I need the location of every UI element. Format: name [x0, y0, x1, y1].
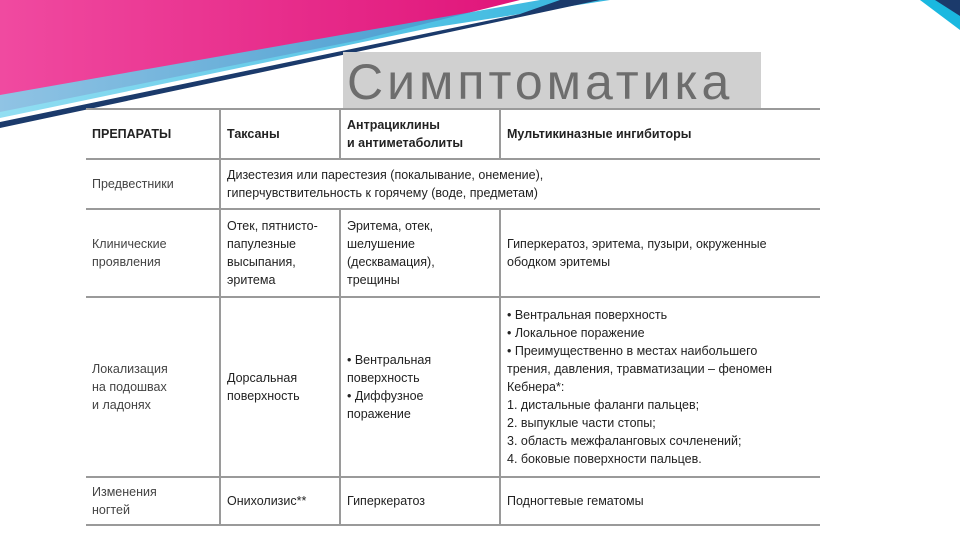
cell-text-line: Гиперкератоз	[347, 494, 426, 508]
cell-text-line: 2. выпуклые части стопы;	[507, 416, 656, 430]
cell-text-line: Дорсальная	[227, 371, 298, 385]
cell-text-line: гиперчувствительность к горячему (воде, предметам)	[227, 186, 538, 200]
row-label	[86, 159, 220, 209]
table-cell	[340, 209, 500, 297]
cell-text-line: трещины	[347, 273, 400, 287]
table-cell	[500, 209, 820, 297]
cell-text-line: шелушение	[347, 237, 415, 251]
cell-text-line: Предвестники	[92, 177, 174, 191]
table-cell	[340, 477, 500, 525]
cell-text-line: Клинические	[92, 237, 167, 251]
symptom-table	[86, 108, 820, 526]
header-multikinase: Мультикиназные ингибиторы	[500, 109, 820, 159]
table-cell	[340, 297, 500, 477]
cell-text-line: Антрациклины	[347, 118, 440, 132]
table-cell	[500, 297, 820, 477]
cell-text-line: Гиперкератоз, эритема, пузыри, окруженные	[507, 237, 767, 251]
cell-text-line: 1. дистальные фаланги пальцев;	[507, 398, 700, 412]
table-row	[86, 209, 820, 297]
cell-text-line: Локализация	[92, 362, 168, 376]
cell-text-line: поверхность	[227, 389, 300, 403]
slide-title: Симптоматика	[347, 54, 734, 110]
cell-text-line: • Преимущественно в местах наибольшего	[507, 344, 758, 358]
header-anthracyclines	[340, 109, 500, 159]
cell-text-line: Изменения	[92, 485, 157, 499]
table-row	[86, 297, 820, 477]
cell-text-line: 3. область межфаланговых сочленений;	[507, 434, 742, 448]
cell-text-line: эритема	[227, 273, 276, 287]
row-label	[86, 297, 220, 477]
table-row	[86, 477, 820, 525]
row-label	[86, 209, 220, 297]
cell-text-line: ногтей	[92, 503, 130, 517]
table-cell	[220, 159, 820, 209]
cell-text-line: • Вентральная	[347, 353, 432, 367]
header-taxanes: Таксаны	[220, 109, 340, 159]
cell-text-line: Дизестезия или парестезия (покалывание, онемение),	[227, 168, 544, 182]
cell-text-line: Онихолизис**	[227, 494, 307, 508]
table-cell	[220, 477, 340, 525]
cell-text-line: ободком эритемы	[507, 255, 611, 269]
cell-text-line: поверхность	[347, 371, 420, 385]
cell-text-line: Эритема, отек,	[347, 219, 434, 233]
cell-text-line: • Локальное поражение	[507, 326, 645, 340]
cell-text-line: Отек, пятнисто-	[227, 219, 318, 233]
cell-text-line: и ладонях	[92, 398, 151, 412]
cell-text-line: высыпания,	[227, 255, 296, 269]
table-header-row	[86, 109, 820, 159]
cell-text-line: поражение	[347, 407, 411, 421]
table-cell	[220, 297, 340, 477]
table-cell	[500, 477, 820, 525]
cell-text-line: Подногтевые гематомы	[507, 494, 644, 508]
cell-text-line: проявления	[92, 255, 161, 269]
cell-text-line: папулезные	[227, 237, 297, 251]
cell-text-line: трения, давления, травматизации – феномен	[507, 362, 773, 376]
cell-text-line: Кебнера*:	[507, 380, 565, 394]
cell-text-line: (десквамация),	[347, 255, 435, 269]
cell-text-line: • Вентральная поверхность	[507, 308, 668, 322]
row-label	[86, 477, 220, 525]
table-cell	[220, 209, 340, 297]
cell-text-line: на подошвах	[92, 380, 167, 394]
cell-text-line: • Диффузное	[347, 389, 424, 403]
cell-text-line: и антиметаболиты	[347, 136, 464, 150]
table-row	[86, 159, 820, 209]
header-drugs: ПРЕПАРАТЫ	[86, 109, 220, 159]
cell-text-line: 4. боковые поверхности пальцев.	[507, 452, 702, 466]
